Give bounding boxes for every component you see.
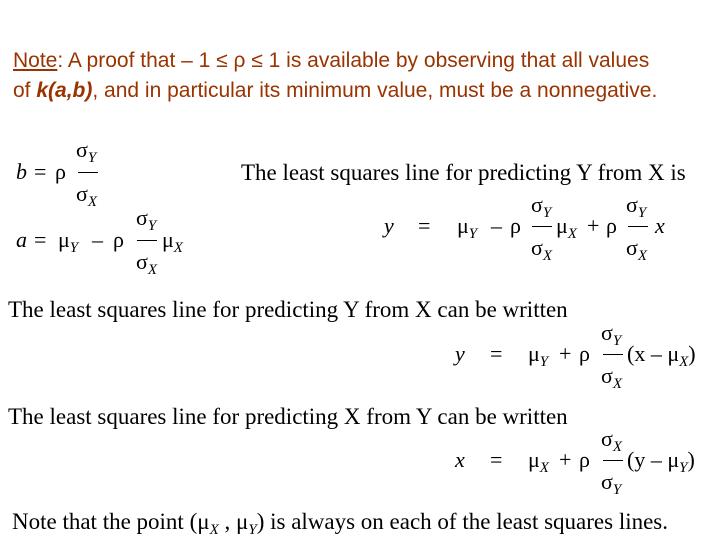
y-eq2-num: $\sigma_Y$: [601, 320, 622, 349]
intro-line-1: [13, 48, 649, 74]
y-eq1-rho: ρ: [510, 213, 521, 238]
b-equals: =: [34, 159, 47, 184]
a-minus: –: [92, 227, 103, 252]
x-eq-mu-x: $\mu_X$: [528, 447, 549, 476]
a-fraction-bar: [137, 240, 157, 241]
a-lhs: a: [16, 227, 27, 252]
a-rho: ρ: [113, 227, 124, 252]
b-fraction-bar: [78, 172, 98, 173]
x-eq-num: $\sigma_X$: [601, 426, 623, 455]
y-eq2-den: $\sigma_X$: [601, 363, 623, 392]
x-eq-paren-expr: $(y - \mu_Y)$: [627, 447, 695, 476]
intro-line-2-prefix: of: [13, 79, 37, 102]
intro-line-2: [13, 78, 657, 104]
predict-y-written-heading: The least squares line for predicting Y from X can be written: [8, 297, 568, 322]
predict-x-written-heading: The least squares line for predicting X from Y can be written: [8, 404, 568, 429]
intro-line-1-text: : A proof that – 1 ≤ ρ ≤ 1 is available by observing that all values: [57, 49, 650, 72]
k-expression: k(a,b): [36, 79, 93, 102]
predict-y-heading: The least squares line for predicting Y from X is: [241, 160, 686, 185]
a-mu-y: $\mu_Y$: [58, 227, 79, 256]
y-eq1-rho-2: ρ: [606, 213, 617, 238]
y-eq1-lhs: y: [384, 213, 394, 238]
x-eq-bar: [603, 460, 623, 461]
x-eq-plus: +: [559, 447, 572, 472]
x-eq-rho: ρ: [579, 447, 590, 472]
y-eq1-x: x: [655, 213, 665, 238]
y-eq1-mu-x: $\mu_X$: [556, 213, 577, 242]
a-denominator: $\sigma_X$: [136, 249, 158, 278]
x-eq-lhs: x: [455, 447, 465, 472]
y-eq1-minus: –: [491, 213, 502, 238]
y-eq2-paren-expr: $(x - \mu_X)$: [627, 341, 696, 370]
a-numerator: $\sigma_Y$: [136, 205, 157, 234]
y-eq1-bar-2: [628, 226, 648, 227]
y-eq2-equals: =: [490, 341, 503, 366]
x-eq-den: $\sigma_Y$: [601, 469, 622, 498]
y-eq1-plus: +: [587, 213, 600, 238]
y-eq1-bar-1: [532, 226, 552, 227]
y-eq2-rho: ρ: [579, 341, 590, 366]
y-eq1-mu-y: $\mu_Y$: [457, 213, 478, 242]
note-label: Note: [13, 49, 58, 72]
y-eq1-den-2: $\sigma_X$: [626, 235, 648, 264]
b-denominator: $\sigma_X$: [76, 181, 98, 210]
y-eq2-lhs: y: [455, 341, 465, 366]
y-eq2-mu-y: $\mu_Y$: [528, 341, 549, 370]
y-eq2-plus: +: [559, 341, 572, 366]
y-eq1-num-2: $\sigma_Y$: [626, 192, 647, 221]
y-eq1-den-1: $\sigma_X$: [531, 235, 553, 264]
a-equals: =: [34, 227, 47, 252]
b-numerator: $\sigma_Y$: [76, 137, 97, 166]
footer-note: Note that the point ($\mu_X$ , $\mu_Y$) is always on each of the least squares lines.: [12, 509, 669, 538]
y-eq2-bar: [603, 354, 623, 355]
x-eq-equals: =: [490, 447, 503, 472]
y-eq1-equals: =: [418, 213, 431, 238]
a-mu-x: $\mu_X$: [162, 227, 183, 256]
y-eq1-num-1: $\sigma_Y$: [531, 192, 552, 221]
b-rho: ρ: [55, 159, 66, 184]
b-lhs: b: [16, 159, 27, 184]
intro-line-2-suffix: , and in particular its minimum value, must be a nonnegative.: [92, 79, 658, 102]
